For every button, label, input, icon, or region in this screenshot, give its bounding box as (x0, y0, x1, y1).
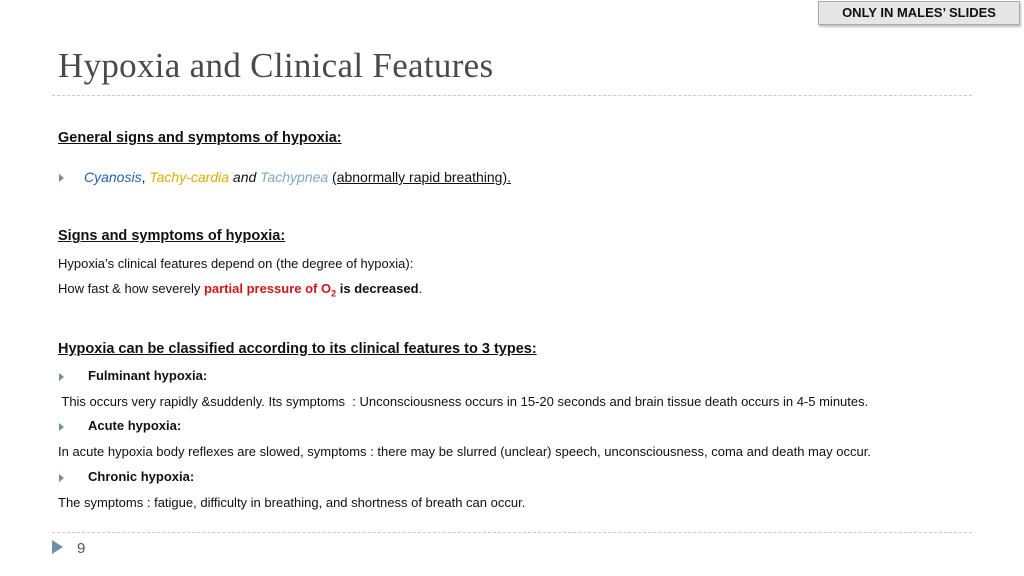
pressure-line (58, 281, 422, 299)
classification-heading: Hypoxia can be classified according to its clinical features to 3 types: (58, 341, 537, 357)
males-slides-badge: ONLY IN MALES’ SLIDES (818, 1, 1020, 25)
bullet-icon (59, 423, 64, 431)
decreased-text: is decreased (336, 281, 419, 296)
tachypnea-definition: (abnormally rapid breathing). (332, 169, 512, 185)
clinical-features-line: Hypoxia’s clinical features depend on (the degree of hypoxia): (58, 256, 414, 271)
general-signs-line (84, 169, 511, 185)
footer-divider (52, 532, 972, 533)
cyanosis-term: Cyanosis (84, 169, 142, 185)
chronic-hypoxia-desc: The symptoms : fatigue, difficulty in breathing, and shortness of breath can occur. (58, 495, 526, 510)
signs-symptoms-heading: Signs and symptoms of hypoxia: (58, 228, 286, 244)
partial-pressure-text: partial pressure of O (203, 281, 332, 296)
page-marker-icon (52, 540, 63, 554)
tachycardia-term: Tachy-cardia (149, 169, 230, 185)
and-word: and (232, 169, 257, 185)
page-number: 9 (77, 540, 86, 557)
fulminant-hypoxia-desc: This occurs very rapidly &suddenly. Its symptoms : Unconsciousness occurs in 15-20 seconds and brain tissue death occurs in 4-5 minutes. (58, 394, 869, 409)
slide-title: Hypoxia and Clinical Features (58, 46, 494, 85)
comma: , (141, 169, 146, 185)
general-signs-heading: General signs and symptoms of hypoxia: (58, 130, 342, 146)
period: . (418, 281, 423, 296)
fulminant-hypoxia-label: Fulminant hypoxia: (88, 368, 208, 383)
tachypnea-term: Tachypnea (260, 169, 329, 185)
bullet-icon (59, 174, 64, 182)
title-divider (52, 95, 972, 96)
acute-hypoxia-label: Acute hypoxia: (88, 418, 182, 433)
acute-hypoxia-desc: In acute hypoxia body reflexes are slowed, symptoms : there may be slurred (unclear) speech, unconsciousness, coma and death may occur. (58, 444, 871, 459)
pressure-prefix: How fast & how severely (58, 281, 204, 296)
bullet-icon (59, 474, 64, 482)
chronic-hypoxia-label: Chronic hypoxia: (88, 469, 195, 484)
o2-subscript: 2 (331, 288, 337, 299)
bullet-icon (59, 373, 64, 381)
